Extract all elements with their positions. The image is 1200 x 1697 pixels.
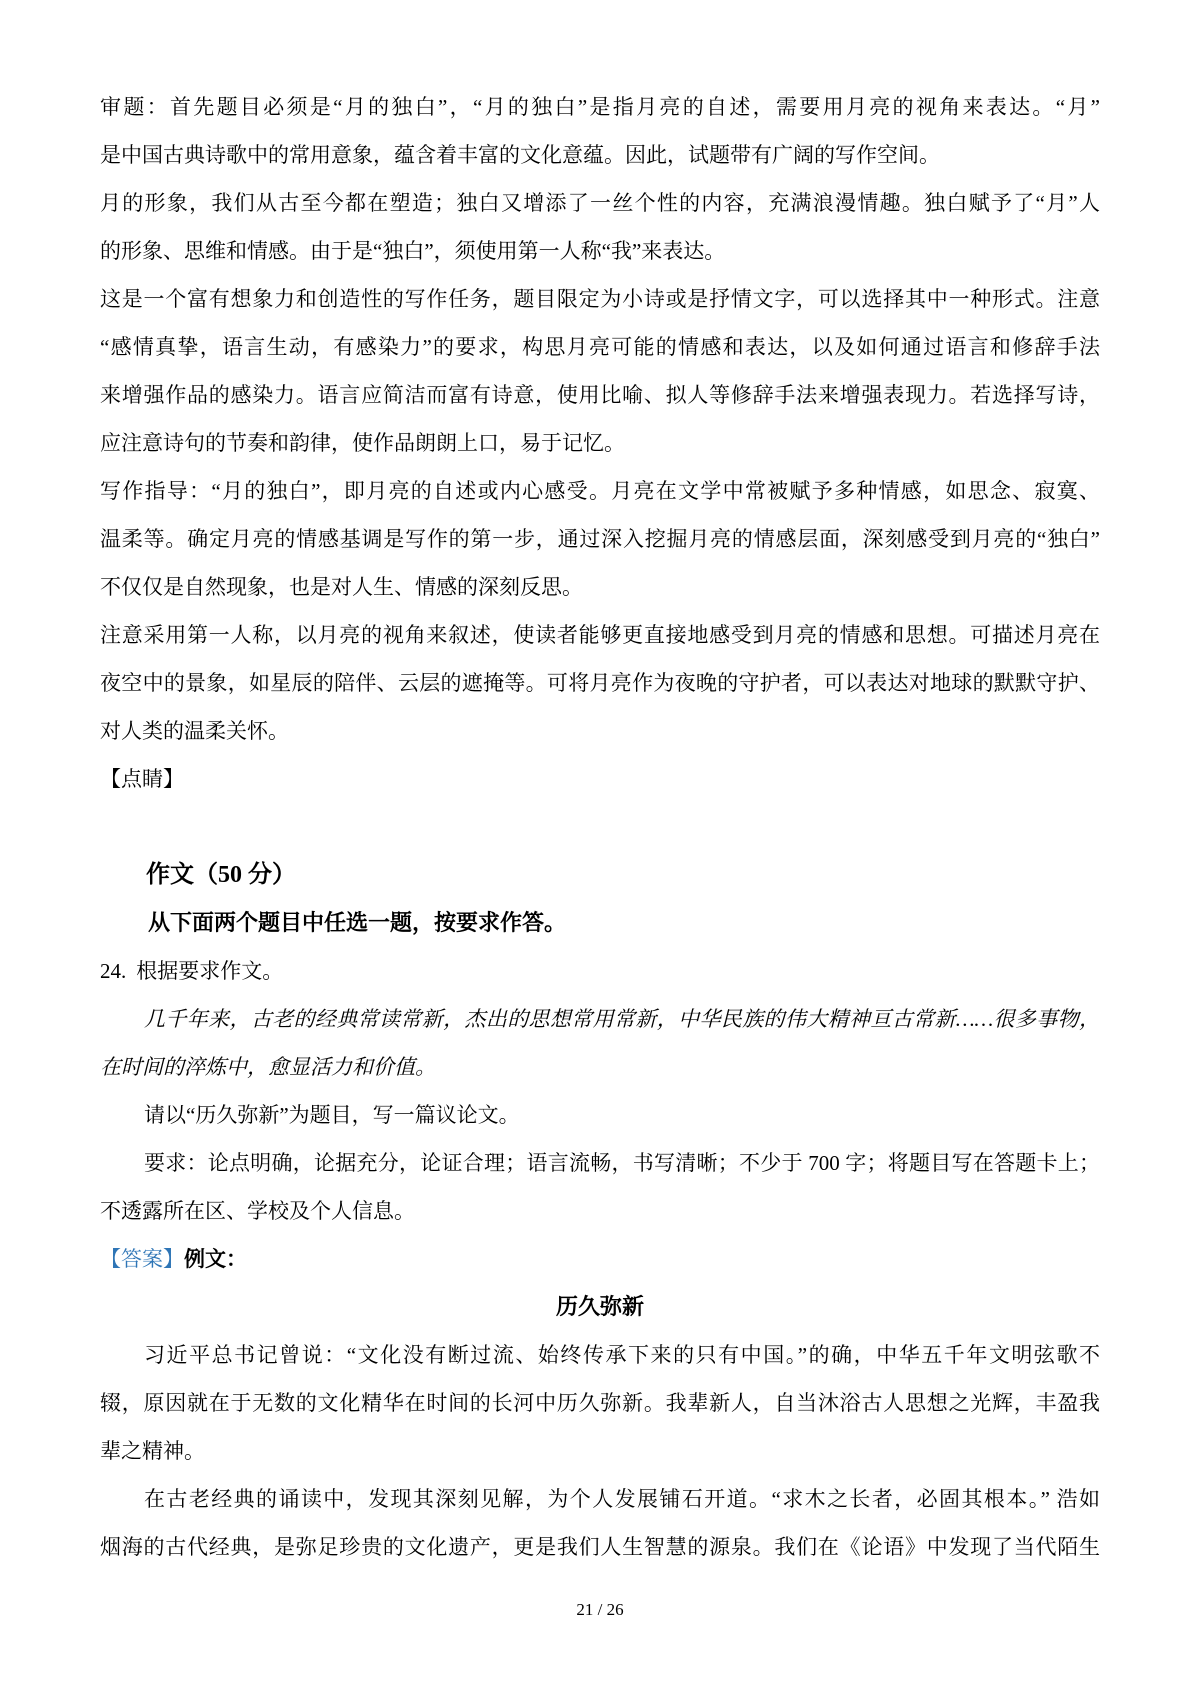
title-requirement-line: 请以“历久弥新”为题目，写一篇议论文。 — [144, 1103, 520, 1127]
answer-type-label: 例文： — [184, 1247, 247, 1271]
analysis-line: 审题：首先题目必须是“月的独白”，“月的独白”是指月亮的自述，需要用月亮的视角来表达。“月” — [100, 95, 1100, 119]
analysis-line: 不仅仅是自然现象，也是对人生、情感的深刻反思。 — [100, 575, 583, 599]
analysis-line: 这是一个富有想象力和创造性的写作任务，题目限定为小诗或是抒情文字，可以选择其中一种形式。注意 — [100, 287, 1100, 311]
page-number-footer: 21 / 26 — [576, 1600, 624, 1619]
section-subheading: 从下面两个题目中任选一题，按要求作答。 — [148, 910, 567, 935]
analysis-line: 夜空中的景象，如星辰的陪伴、云层的遮掩等。可将月亮作为夜晚的守护者，可以表达对地球的默默守护、 — [100, 671, 1100, 695]
essay-line: 辍，原因就在于无数的文化精华在时间的长河中历久弥新。我辈新人，自当沐浴古人思想之光辉，丰盈我 — [100, 1391, 1100, 1415]
analysis-line: 注意采用第一人称，以月亮的视角来叙述，使读者能够更直接地感受到月亮的情感和思想。可描述月亮在 — [100, 623, 1100, 647]
analysis-paragraph — [100, 179, 1100, 275]
analysis-line: 温柔等。确定月亮的情感基调是写作的第一步，通过深入挖掘月亮的情感层面，深刻感受到月亮的“独白” — [100, 527, 1100, 551]
requirements-line: 要求：论点明确，论据充分，论证合理；语言流畅，书写清晰；不少于 700 字；将题目写在答题卡上； — [144, 1151, 1100, 1175]
answer-line — [100, 1235, 1100, 1283]
prompt-line: 几千年来，古老的经典常读常新，杰出的思想常用常新，中华民族的伟大精神亘古常新……很多事物， — [144, 1007, 1100, 1031]
question-number: 24. — [100, 959, 127, 983]
analysis-paragraph — [100, 275, 1100, 467]
dianjing-label: 【点睛】 — [100, 767, 184, 791]
requirements-line: 不透露所在区、学校及个人信息。 — [100, 1199, 415, 1223]
essay-line: 在古老经典的诵读中，发现其深刻见解，为个人发展铺石开道。“求木之长者，必固其根本。” 浩如 — [144, 1487, 1100, 1511]
question-text: 根据要求作文。 — [136, 959, 284, 983]
analysis-line: 来增强作品的感染力。语言应简洁而富有诗意，使用比喻、拟人等修辞手法来增强表现力。若选择写诗， — [100, 383, 1100, 407]
essay-line: 习近平总书记曾说：“文化没有断过流、始终传承下来的只有中国。”的确，中华五千年文明弦歌不 — [144, 1343, 1100, 1367]
analysis-line: 应注意诗句的节奏和韵律，使作品朗朗上口，易于记忆。 — [100, 431, 625, 455]
essay-title: 历久弥新 — [555, 1294, 644, 1319]
analysis-line: 月的形象，我们从古至今都在塑造；独白又增添了一丝个性的内容，充满浪漫情趣。独白赋予了“月”人 — [100, 191, 1100, 215]
analysis-line: 写作指导：“月的独白”，即月亮的自述或内心感受。月亮在文学中常被赋予多种情感，如思念、寂寞、 — [100, 479, 1100, 503]
answer-label: 【答案】 — [100, 1247, 184, 1271]
prompt-paragraph — [100, 995, 1100, 1091]
essay-paragraph — [100, 1331, 1100, 1475]
question-line — [100, 947, 1100, 995]
analysis-line: 对人类的温柔关怀。 — [100, 719, 289, 743]
section-heading: 作文（50 分） — [146, 862, 296, 888]
analysis-line: 是中国古典诗歌中的常用意象，蕴含着丰富的文化意蕴。因此，试题带有广阔的写作空间。 — [100, 143, 940, 167]
essay-line: 辈之精神。 — [100, 1439, 205, 1463]
prompt-line: 在时间的淬炼中，愈显活力和价值。 — [100, 1055, 436, 1079]
requirements-paragraph — [100, 1139, 1100, 1235]
document-body — [100, 83, 1100, 1571]
analysis-paragraph — [100, 611, 1100, 755]
analysis-line: 的形象、思维和情感。由于是“独白”，须使用第一人称“我”来表达。 — [100, 239, 726, 263]
essay-line: 烟海的古代经典，是弥足珍贵的文化遗产，更是我们人生智慧的源泉。我们在《论语》中发现了当代陌生 — [100, 1535, 1100, 1559]
analysis-paragraph — [100, 467, 1100, 611]
analysis-paragraph — [100, 83, 1100, 179]
essay-paragraph — [100, 1475, 1100, 1571]
analysis-line: “感情真挚，语言生动，有感染力”的要求，构思月亮可能的情感和表达，以及如何通过语言和修辞手法 — [100, 335, 1100, 359]
